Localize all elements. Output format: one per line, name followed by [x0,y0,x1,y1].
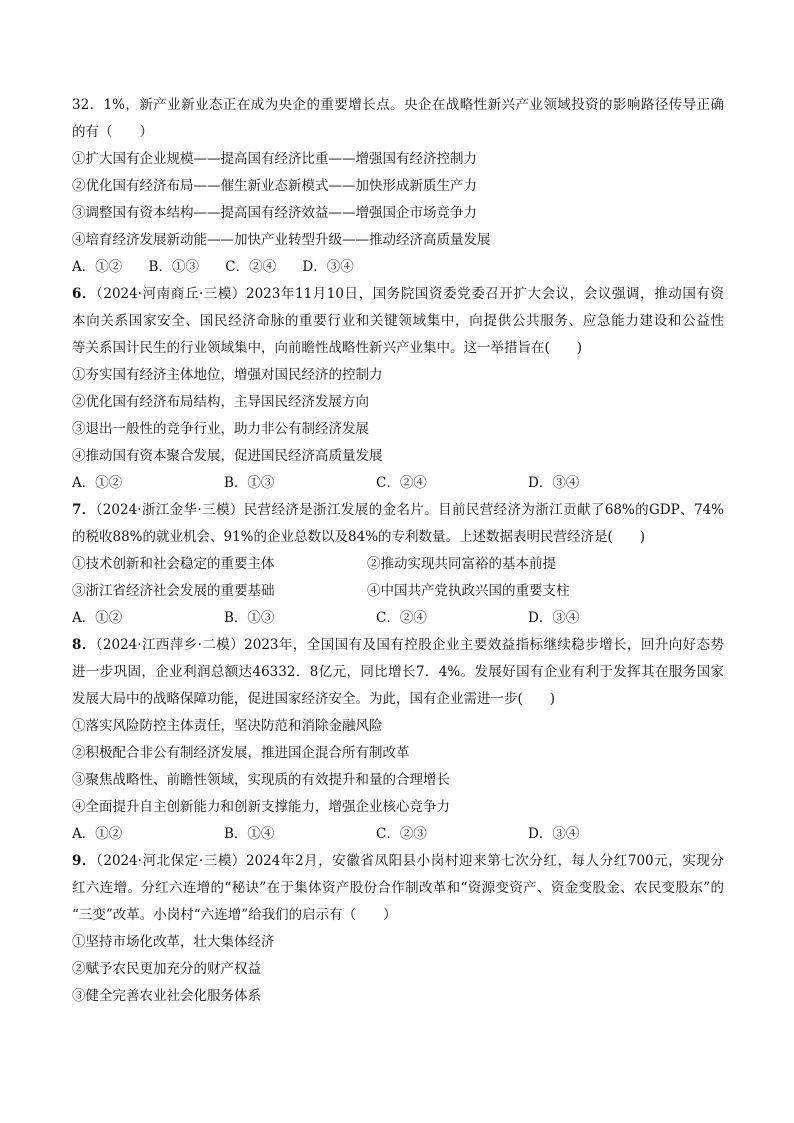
question-text: （2024·河南商丘·三模）2023年11月10日，国务院国资委党委召开扩大会议，会议强调，推动国有资 [96,286,724,302]
statement-row [72,578,724,605]
exam-page [72,92,724,1010]
statement-3: ③退出一般性的竞争行业，助力非公有制经济发展 [72,421,369,437]
statement-2: ②推动实现共同富裕的基本前提 [367,556,556,572]
answer-options [72,470,724,497]
statement-4: ④全面提升自主创新能力和创新支撑能力，增强企业核心竞争力 [72,799,450,815]
question-stem-line: 进一步巩固，企业利润总额达46332．8亿元，同比增长7．4%。发展好国有企业有利于发挥其在服务国家 [72,664,724,680]
option-d[interactable]: D．③④ [528,610,580,626]
question-text: （2024·江西萍乡·二模）2023年，全国国有及国有控股企业主要效益指标继续稳步增长，回升向好态势 [95,637,724,653]
question-stem-line: “三变”改革。小岗村“六连增”给我们的启示有（ ） [72,907,397,923]
option-d[interactable]: D．③④ [528,826,580,842]
statement-2: ②赋予农民更加充分的财产权益 [72,961,261,977]
question-5-continued [72,92,724,281]
option-b[interactable]: B．①③ [148,259,199,275]
statement-1: ①夯实国有经济主体地位，增强对国民经济的控制力 [72,367,383,383]
question-stem-line: 的税收88%的就业机会、91%的企业总数以及84%的专利数量。上述数据表明民营经济是( ) [72,529,646,545]
statement-4: ④培育经济发展新动能——加快产业转型升级——推动经济高质量发展 [72,232,491,248]
statement-3: ③调整国有资本结构——提高国有经济效益——增强国企市场竞争力 [72,205,477,221]
question-stem-line [72,848,724,875]
question-text: （2024·浙江金华·三模）民营经济是浙江发展的金名片。目前民营经济为浙江贡献了68%的GDP、74% [95,502,724,518]
answer-options [72,821,724,848]
statement-1: ①落实风险防控主体责任，坚决防范和消除金融风险 [72,718,383,734]
statement-row [72,551,724,578]
question-9 [72,848,724,1010]
question-number: 8． [72,637,96,653]
statement-4: ④推动国有资本聚合发展，促进国民经济高质量发展 [72,448,383,464]
question-number: 7． [72,502,96,518]
question-text: （2024·河北保定·三模）2024年2月，安徽省凤阳县小岗村迎来第七次分红，每人分红700元，实现分 [96,853,724,869]
question-stem-line: 发展大局中的战略保障功能，促进国家经济安全。为此，国有企业需进一步( ) [72,691,556,707]
statement-4: ④中国共产党执政兴国的重要支柱 [367,583,570,599]
option-b[interactable]: B．①④ [224,826,275,842]
question-number: 6． [72,286,97,302]
question-7 [72,497,724,632]
option-c[interactable]: C．②④ [225,259,277,275]
option-d[interactable]: D．③④ [302,259,354,275]
question-stem-line: 等关系国计民生的行业领域集中，向前瞻性战略性新兴产业集中。这一举措旨在( ) [72,340,583,356]
question-stem-line [72,497,724,524]
option-a[interactable]: A．①② [72,259,123,275]
option-c[interactable]: C．②④ [376,475,427,491]
statement-1: ①坚持市场化改革，壮大集体经济 [72,934,275,950]
statement-2: ②积极配合非公有制经济发展，推进国企混合所有制改革 [72,745,410,761]
statement-3: ③浙江省经济社会发展的重要基础 [72,583,275,599]
question-stem-line: 本向关系国家安全、国民经济命脉的重要行业和关键领域集中，向提供公共服务、应急能力建设和公益性 [72,313,724,329]
statement-1: ①扩大国有企业规模——提高国有经济比重——增强国有经济控制力 [72,151,477,167]
option-a[interactable]: A．①② [72,826,123,842]
answer-options [72,254,724,281]
option-b[interactable]: B．①③ [224,610,275,626]
question-stem-line: 32．1%，新产业新业态正在成为央企的重要增长点。央企在战略性新兴产业领域投资的影响路径传导正确 [72,97,724,113]
question-stem-line: 的有（ ） [72,124,153,140]
option-d[interactable]: D．③④ [528,475,580,491]
question-6 [72,281,724,497]
option-c[interactable]: C．②③ [376,826,427,842]
statement-3: ③聚焦战略性、前瞻性领域，实现质的有效提升和量的合理增长 [72,772,450,788]
statement-2: ②优化国有经济布局——催生新业态新模式——加快形成新质生产力 [72,178,477,194]
answer-options [72,605,724,632]
statement-1: ①技术创新和社会稳定的重要主体 [72,556,275,572]
option-b[interactable]: B．①③ [224,475,275,491]
question-stem-line [72,632,724,659]
question-stem-line [72,281,724,308]
statement-3: ③健全完善农业社会化服务体系 [72,988,261,1004]
option-c[interactable]: C．②④ [376,610,427,626]
question-stem-line: 红六连增。分红六连增的“秘诀”在于集体资产股份合作制改革和“资源变资产、资金变股金、农民变股东”的 [72,880,724,896]
option-a[interactable]: A．①② [72,610,123,626]
question-8 [72,632,724,848]
option-a[interactable]: A．①② [72,475,123,491]
question-number: 9． [72,853,97,869]
statement-2: ②优化国有经济布局结构，主导国民经济发展方向 [72,394,369,410]
